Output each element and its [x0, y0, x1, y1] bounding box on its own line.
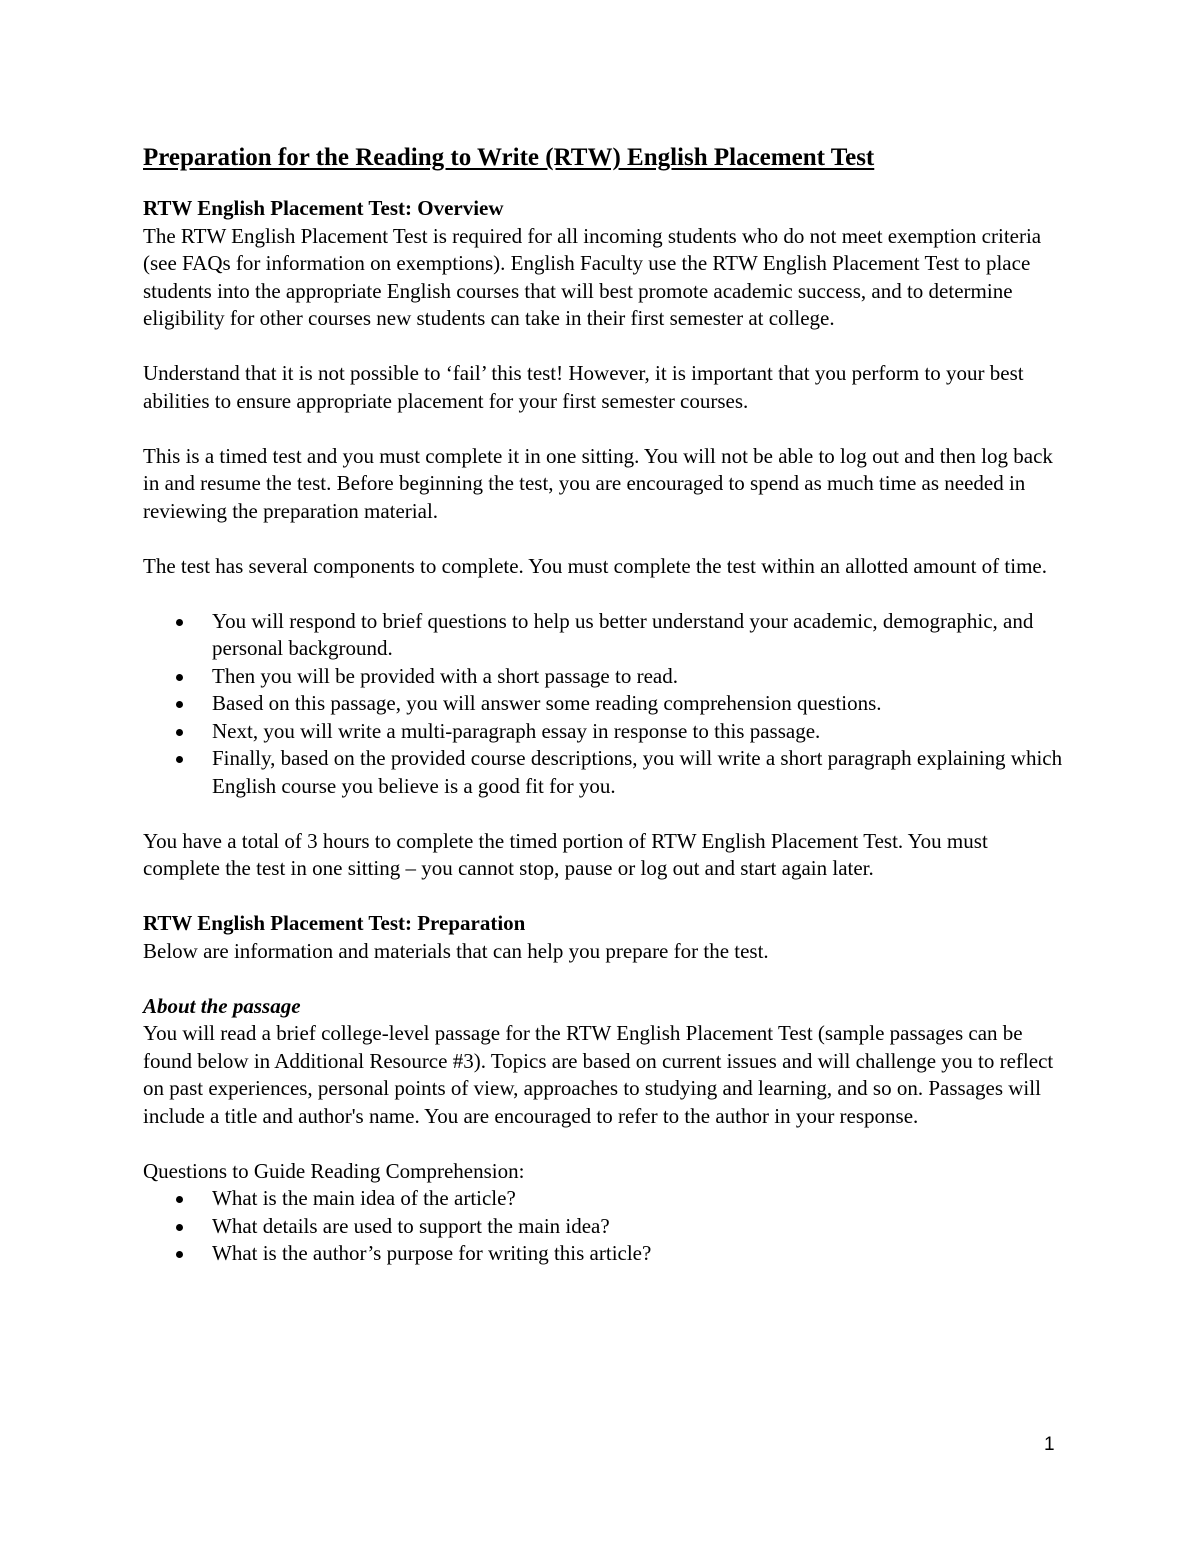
list-item: You will respond to brief questions to help us better understand your academic, demographic, and personal background.: [143, 608, 1063, 663]
list-item: Then you will be provided with a short passage to read.: [143, 663, 1063, 691]
list-item: Based on this passage, you will answer some reading comprehension questions.: [143, 690, 1063, 718]
time-limit-paragraph: You have a total of 3 hours to complete the timed portion of RTW English Placement Test. You must complete the test in one sitting – you cannot stop, pause or log out and start again later.: [143, 828, 988, 880]
list-item: Next, you will write a multi-paragraph essay in response to this passage.: [143, 718, 1063, 746]
passage-heading: About the passage: [143, 993, 301, 1018]
spacer: [143, 415, 1063, 443]
overview-paragraph-3: This is a timed test and you must complete it in one sitting. You will not be able to log out and then log back in and resume the test. Before beginning the test, you are encouraged to spend as much time as needed in reviewing the preparation material.: [143, 443, 1053, 523]
overview-paragraph-4: The test has several components to complete. You must complete the test within an allotted amount of time.: [143, 553, 1047, 578]
document-body: [143, 141, 1063, 1268]
list-item: What is the author’s purpose for writing this article?: [143, 1240, 1063, 1268]
spacer: [143, 800, 1063, 828]
list-item: Finally, based on the provided course descriptions, you will write a short paragraph explaining which English course you believe is a good fit for you.: [143, 745, 1063, 800]
passage-paragraph: You will read a brief college-level passage for the RTW English Placement Test (sample passages can be found below in Additional Resource #3). Topics are based on current issues and will challenge you to reflect on past experiences, personal points of view, approaches to studying and learning, and so on. Passages will include a title and author's name. You are encouraged to refer to the author in your response.: [143, 1021, 1054, 1128]
guide-questions-list: [143, 1185, 1063, 1268]
test-components-list: [143, 608, 1063, 801]
document-title: Preparation for the Reading to Write (RTW) English Placement Test: [143, 144, 875, 171]
spacer: [143, 580, 1063, 608]
spacer: [143, 883, 1063, 911]
preparation-intro: Below are information and materials that can help you prepare for the test.: [143, 938, 769, 963]
spacer: [143, 1130, 1063, 1158]
overview-paragraph-1: The RTW English Placement Test is required for all incoming students who do not meet exemption criteria (see FAQs for information on exemptions). English Faculty use the RTW English Placement Test to place students into the appropriate English courses that will best promote academic success, and to determine eligibility for other courses new students can take in their first semester at college.: [143, 223, 1042, 330]
page-number: 1: [1044, 1434, 1055, 1455]
overview-paragraph-2: Understand that it is not possible to ‘fail’ this test! However, it is important that you perform to your best abilities to ensure appropriate placement for your first semester courses.: [143, 361, 1024, 413]
preparation-heading: RTW English Placement Test: Preparation: [143, 911, 526, 935]
spacer: [143, 333, 1063, 361]
list-item: What is the main idea of the article?: [143, 1185, 1063, 1213]
spacer: [143, 525, 1063, 553]
questions-heading: Questions to Guide Reading Comprehension:: [143, 1158, 525, 1183]
spacer: [143, 965, 1063, 993]
list-item: What details are used to support the main idea?: [143, 1213, 1063, 1241]
overview-heading: RTW English Placement Test: Overview: [143, 196, 504, 220]
